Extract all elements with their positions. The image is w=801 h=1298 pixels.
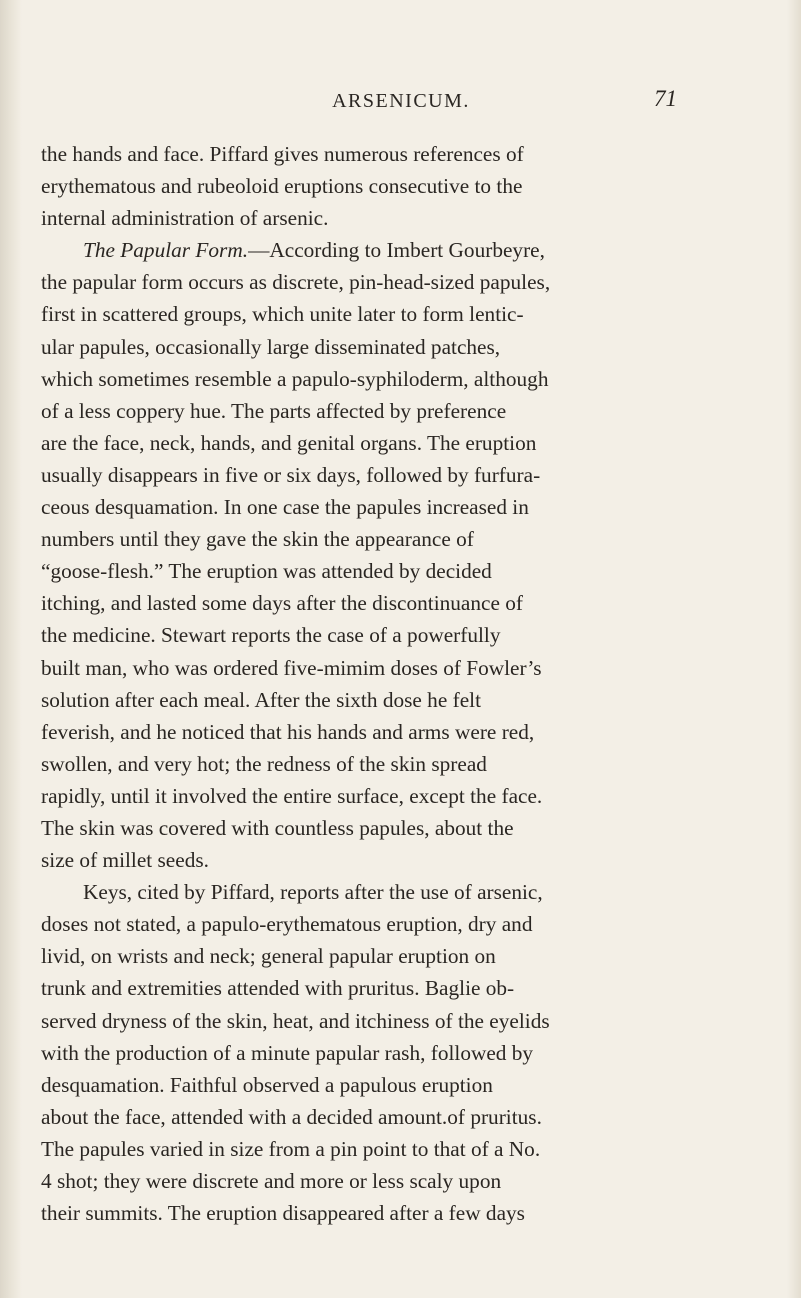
- text-line: [41, 363, 763, 395]
- line-text: rapidly, until it involved the entire surface, except the face.: [41, 783, 543, 808]
- line-text: the papular form occurs as discrete, pin-head-sized papules,: [41, 270, 551, 295]
- line-text: size of millet seeds.: [41, 848, 209, 873]
- line-text: internal administration of arsenic.: [41, 206, 329, 231]
- text-line: [41, 684, 763, 716]
- line-text: served dryness of the skin, heat, and itchiness of the eyelids: [41, 1008, 550, 1033]
- line-text: first in scattered groups, which unite later to form lentic-: [41, 302, 524, 327]
- line-text: doses not stated, a papulo-erythematous eruption, dry and: [41, 912, 533, 937]
- line-text: solution after each meal. After the sixth dose he felt: [41, 687, 481, 712]
- text-line: [41, 234, 763, 266]
- page-edge-shadow-left: [0, 0, 22, 1298]
- text-line: [41, 1069, 763, 1101]
- line-text: the medicine. Stewart reports the case of a powerfully: [41, 623, 501, 648]
- text-line: [41, 780, 763, 812]
- text-line: [41, 266, 763, 298]
- line-text: which sometimes resemble a papulo-syphiloderm, although: [41, 366, 549, 391]
- line-text: with the production of a minute papular rash, followed by: [41, 1040, 534, 1065]
- text-line: [41, 427, 763, 459]
- text-line: [41, 812, 763, 844]
- line-text: desquamation. Faithful observed a papulous eruption: [41, 1072, 493, 1097]
- line-text: livid, on wrists and neck; general papular eruption on: [41, 944, 496, 969]
- text-line: [41, 908, 763, 940]
- page-header: [41, 86, 761, 116]
- text-line: [41, 395, 763, 427]
- text-line: [41, 1165, 763, 1197]
- text-line: [41, 1133, 763, 1165]
- line-text: “goose-flesh.” The eruption was attended by decided: [41, 559, 492, 584]
- line-text: The skin was covered with countless papules, about the: [41, 815, 514, 840]
- text-line: [41, 491, 763, 523]
- text-line: [41, 940, 763, 972]
- text-line: [41, 1197, 763, 1229]
- line-text: ular papules, occasionally large disseminated patches,: [41, 334, 501, 359]
- line-text: the hands and face. Piffard gives numerous references of: [41, 142, 524, 166]
- line-text: swollen, and very hot; the redness of the skin spread: [41, 751, 487, 776]
- line-text: are the face, neck, hands, and genital organs. The eruption: [41, 430, 537, 455]
- page-edge-shadow-right: [787, 0, 801, 1298]
- line-text: about the face, attended with a decided amount.of pruritus.: [41, 1104, 542, 1129]
- text-line: [41, 748, 763, 780]
- line-text: Keys, cited by Piffard, reports after the use of arsenic,: [83, 880, 543, 905]
- section-heading: The Papular Form.: [83, 238, 249, 263]
- line-text: ceous desquamation. In one case the papules increased in: [41, 495, 529, 520]
- text-line: [41, 619, 763, 651]
- text-line: [41, 844, 763, 876]
- text-line: [41, 298, 763, 330]
- text-line: [41, 652, 763, 684]
- text-line: [41, 876, 763, 908]
- running-head: ARSENICUM.: [332, 90, 470, 112]
- text-line: [41, 202, 763, 234]
- text-line: [41, 459, 763, 491]
- line-text: trunk and extremities attended with pruritus. Baglie ob-: [41, 976, 515, 1001]
- text-line: [41, 587, 763, 619]
- line-text: of a less coppery hue. The parts affected by preference: [41, 398, 507, 423]
- line-text: their summits. The eruption disappeared after a few days: [41, 1201, 525, 1226]
- text-line: [41, 331, 763, 363]
- text-line: [41, 138, 763, 170]
- line-text: erythematous and rubeoloid eruptions consecutive to the: [41, 174, 523, 199]
- line-text: The papules varied in size from a pin point to that of a No.: [41, 1136, 541, 1161]
- body-text: [41, 138, 763, 1229]
- line-text: numbers until they gave the skin the appearance of: [41, 527, 474, 552]
- text-line: [41, 1037, 763, 1069]
- text-line: [41, 1101, 763, 1133]
- line-text: feverish, and he noticed that his hands and arms were red,: [41, 719, 535, 744]
- page-number: 71: [654, 86, 677, 111]
- line-text: 4 shot; they were discrete and more or less scaly upon: [41, 1169, 502, 1193]
- line-text: itching, and lasted some days after the discontinuance of: [41, 591, 523, 616]
- text-line: [41, 555, 763, 587]
- line-text: usually disappears in five or six days, followed by furfura-: [41, 462, 541, 487]
- text-line: [41, 1005, 763, 1037]
- text-line: [41, 523, 763, 555]
- line-text: built man, who was ordered five-mimim doses of Fowler’s: [41, 655, 542, 680]
- text-line: [41, 972, 763, 1004]
- text-line: [41, 170, 763, 202]
- text-line: [41, 716, 763, 748]
- line-text: —According to Imbert Gourbeyre,: [248, 238, 545, 263]
